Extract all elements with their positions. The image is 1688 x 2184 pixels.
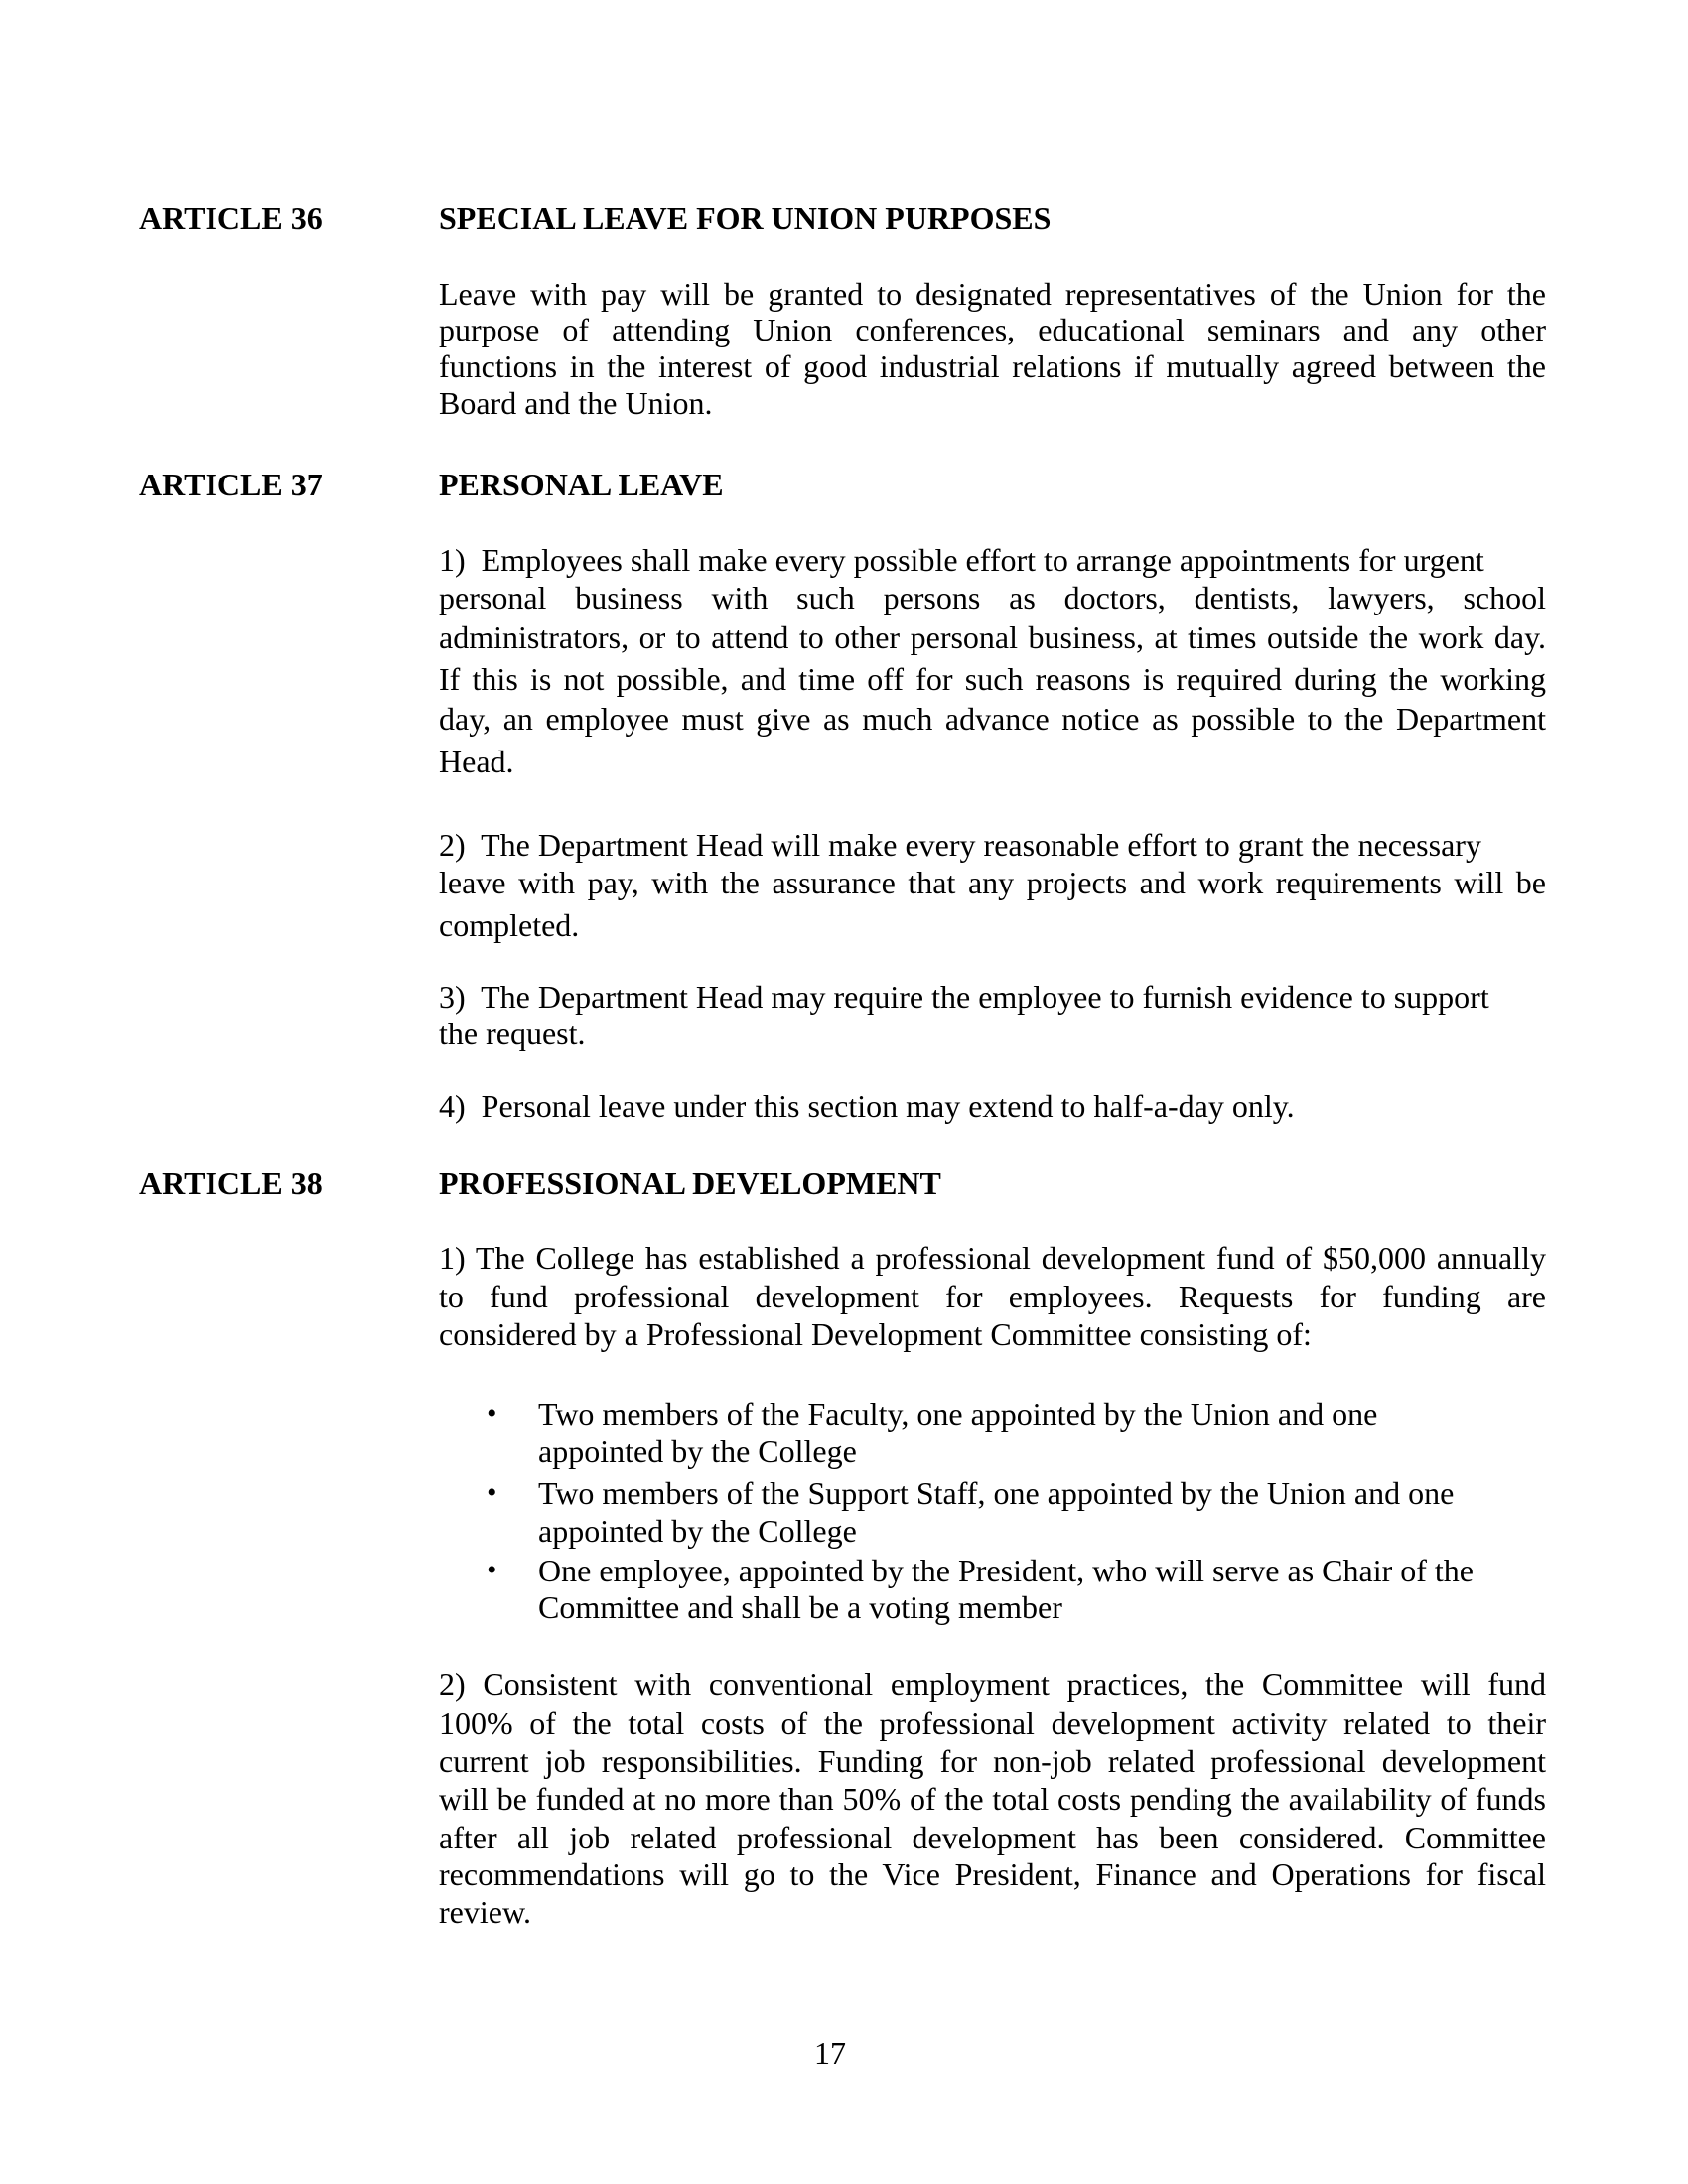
bullet-icon: • bbox=[487, 1397, 497, 1430]
article-36-title: SPECIAL LEAVE FOR UNION PURPOSES bbox=[439, 201, 1052, 236]
text-line: 3) The Department Head may require the employee to furnish evidence to support bbox=[439, 979, 1489, 1015]
article-38-title: PROFESSIONAL DEVELOPMENT bbox=[439, 1165, 941, 1201]
article-36-label: ARTICLE 36 bbox=[139, 201, 323, 236]
text-line: day, an employee must give as much advance notice as possible to the Department bbox=[439, 701, 1546, 737]
text-line: appointed by the College bbox=[538, 1513, 857, 1549]
text-line: leave with pay, with the assurance that any projects and work requirements will be bbox=[439, 865, 1546, 900]
text-line: 4) Personal leave under this section may extend to half-a-day only. bbox=[439, 1088, 1295, 1124]
bullet-icon: • bbox=[487, 1476, 497, 1509]
text-line: administrators, or to attend to other personal business, at times outside the work day. bbox=[439, 619, 1546, 655]
text-line: will be funded at no more than 50% of the total costs pending the availability of funds bbox=[439, 1781, 1546, 1817]
text-line: completed. bbox=[439, 907, 580, 943]
bullet-icon: • bbox=[487, 1554, 497, 1586]
text-line: current job responsibilities. Funding for non-job related professional development bbox=[439, 1743, 1546, 1779]
text-line: Two members of the Faculty, one appointed by the Union and one bbox=[538, 1396, 1378, 1432]
text-line: 100% of the total costs of the professional development activity related to their bbox=[439, 1706, 1546, 1741]
text-line: Head. bbox=[439, 744, 514, 779]
text-line: after all job related professional development has been considered. Committee bbox=[439, 1820, 1546, 1855]
text-line: One employee, appointed by the President, who will serve as Chair of the bbox=[538, 1553, 1474, 1588]
text-line: Leave with pay will be granted to designated representatives of the Union for the bbox=[439, 276, 1546, 312]
article-37-label: ARTICLE 37 bbox=[139, 467, 323, 502]
text-line: functions in the interest of good industrial relations if mutually agreed between the bbox=[439, 348, 1546, 384]
text-line: 1) Employees shall make every possible effort to arrange appointments for urgent bbox=[439, 542, 1484, 578]
article-37-title: PERSONAL LEAVE bbox=[439, 467, 724, 502]
text-line: 2) Consistent with conventional employment practices, the Committee will fund bbox=[439, 1666, 1546, 1702]
text-line: If this is not possible, and time off for such reasons is required during the working bbox=[439, 661, 1546, 697]
article-38-label: ARTICLE 38 bbox=[139, 1165, 323, 1201]
text-line: Board and the Union. bbox=[439, 385, 713, 421]
text-line: purpose of attending Union conferences, educational seminars and any other bbox=[439, 312, 1546, 347]
text-line: the request. bbox=[439, 1016, 586, 1051]
text-line: review. bbox=[439, 1894, 531, 1930]
text-line: recommendations will go to the Vice President, Finance and Operations for fiscal bbox=[439, 1856, 1546, 1892]
text-line: Two members of the Support Staff, one appointed by the Union and one bbox=[538, 1475, 1455, 1511]
text-line: 2) The Department Head will make every reasonable effort to grant the necessary bbox=[439, 827, 1481, 863]
page-number: 17 bbox=[814, 2035, 846, 2071]
text-line: considered by a Professional Development Committee consisting of: bbox=[439, 1316, 1312, 1352]
text-line: appointed by the College bbox=[538, 1433, 857, 1469]
text-line: Committee and shall be a voting member bbox=[538, 1589, 1062, 1625]
text-line: personal business with such persons as doctors, dentists, lawyers, school bbox=[439, 580, 1546, 615]
text-line: 1) The College has established a professional development fund of $50,000 annually bbox=[439, 1240, 1546, 1276]
text-line: to fund professional development for employees. Requests for funding are bbox=[439, 1279, 1546, 1314]
